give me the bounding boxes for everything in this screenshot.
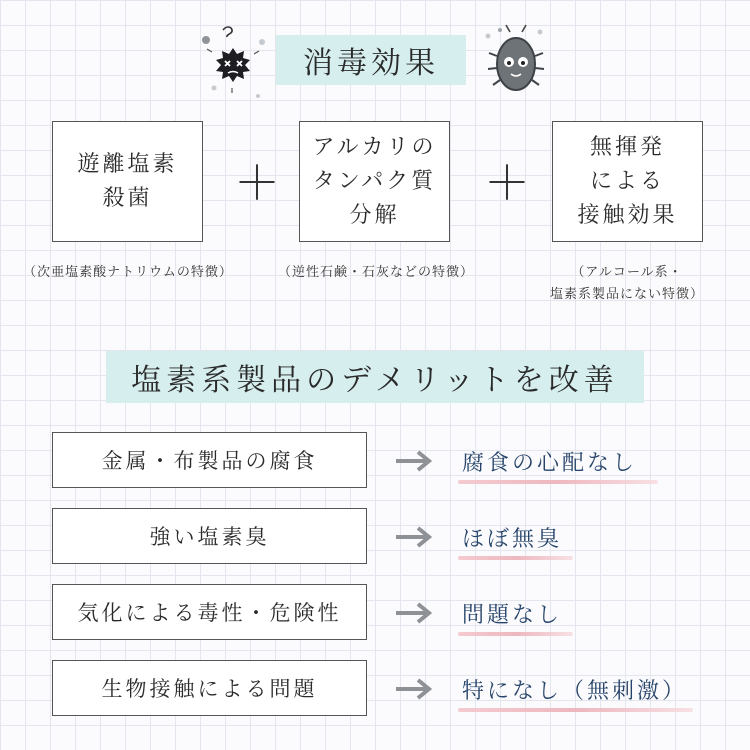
feature-box-line: による — [589, 168, 665, 194]
feature-box-non-volatile — [552, 121, 703, 242]
feature-note — [258, 262, 494, 284]
result-text: ほぼ無臭 — [462, 527, 563, 552]
problem-box — [52, 660, 367, 716]
feature-note-line: （逆性石鹸・石灰などの特徴） — [277, 265, 474, 280]
feature-note-line: （次亜塩素酸ナトリウムの特徴） — [23, 265, 233, 280]
problem-text: 金属・布製品の腐食 — [101, 449, 318, 473]
feature-box-line: タンパク質 — [312, 168, 437, 194]
highlight-underline — [458, 632, 573, 636]
feature-note-line: （アルコール系・ — [571, 265, 683, 280]
problem-text: 気化による毒性・危険性 — [77, 601, 342, 625]
section-title-text: 消毒効果 — [303, 46, 439, 81]
feature-note — [520, 262, 734, 306]
section-title-improvements — [106, 351, 644, 403]
result-text: 腐食の心配なし — [462, 451, 638, 476]
problem-box — [52, 508, 367, 564]
problem-box — [52, 584, 367, 640]
right-arrow-icon — [394, 601, 434, 625]
feature-box-line: 接触効果 — [577, 202, 678, 228]
plus-sign: ＋ — [484, 156, 530, 210]
feature-box-free-chlorine — [52, 121, 203, 242]
feature-note — [0, 262, 256, 284]
dead-virus-icon — [196, 18, 270, 98]
highlight-underline — [458, 480, 658, 484]
right-arrow-icon — [394, 525, 434, 549]
problem-text: 生物接触による問題 — [101, 677, 318, 701]
result-text: 問題なし — [462, 603, 563, 628]
problem-box — [52, 432, 367, 488]
highlight-underline — [458, 556, 573, 560]
section-title-text: 塩素系製品のデメリットを改善 — [131, 363, 619, 398]
feature-box-line: 分解 — [349, 202, 400, 228]
feature-note-line: 塩素系製品にない特徴） — [549, 287, 704, 302]
feature-box-line: 遊離塩素 — [77, 151, 178, 177]
highlight-underline — [458, 708, 693, 712]
right-arrow-icon — [394, 449, 434, 473]
right-arrow-icon — [394, 677, 434, 701]
germ-icon — [480, 22, 550, 102]
result-text: 特になし（無刺激） — [462, 679, 688, 704]
feature-box-line: 殺菌 — [102, 185, 153, 211]
feature-box-line: アルカリの — [312, 134, 437, 160]
section-title-disinfection — [276, 35, 466, 85]
problem-text: 強い塩素臭 — [149, 525, 270, 549]
feature-box-line: 無揮発 — [589, 134, 665, 160]
feature-box-alkaline — [299, 121, 450, 242]
plus-sign: ＋ — [234, 156, 280, 210]
